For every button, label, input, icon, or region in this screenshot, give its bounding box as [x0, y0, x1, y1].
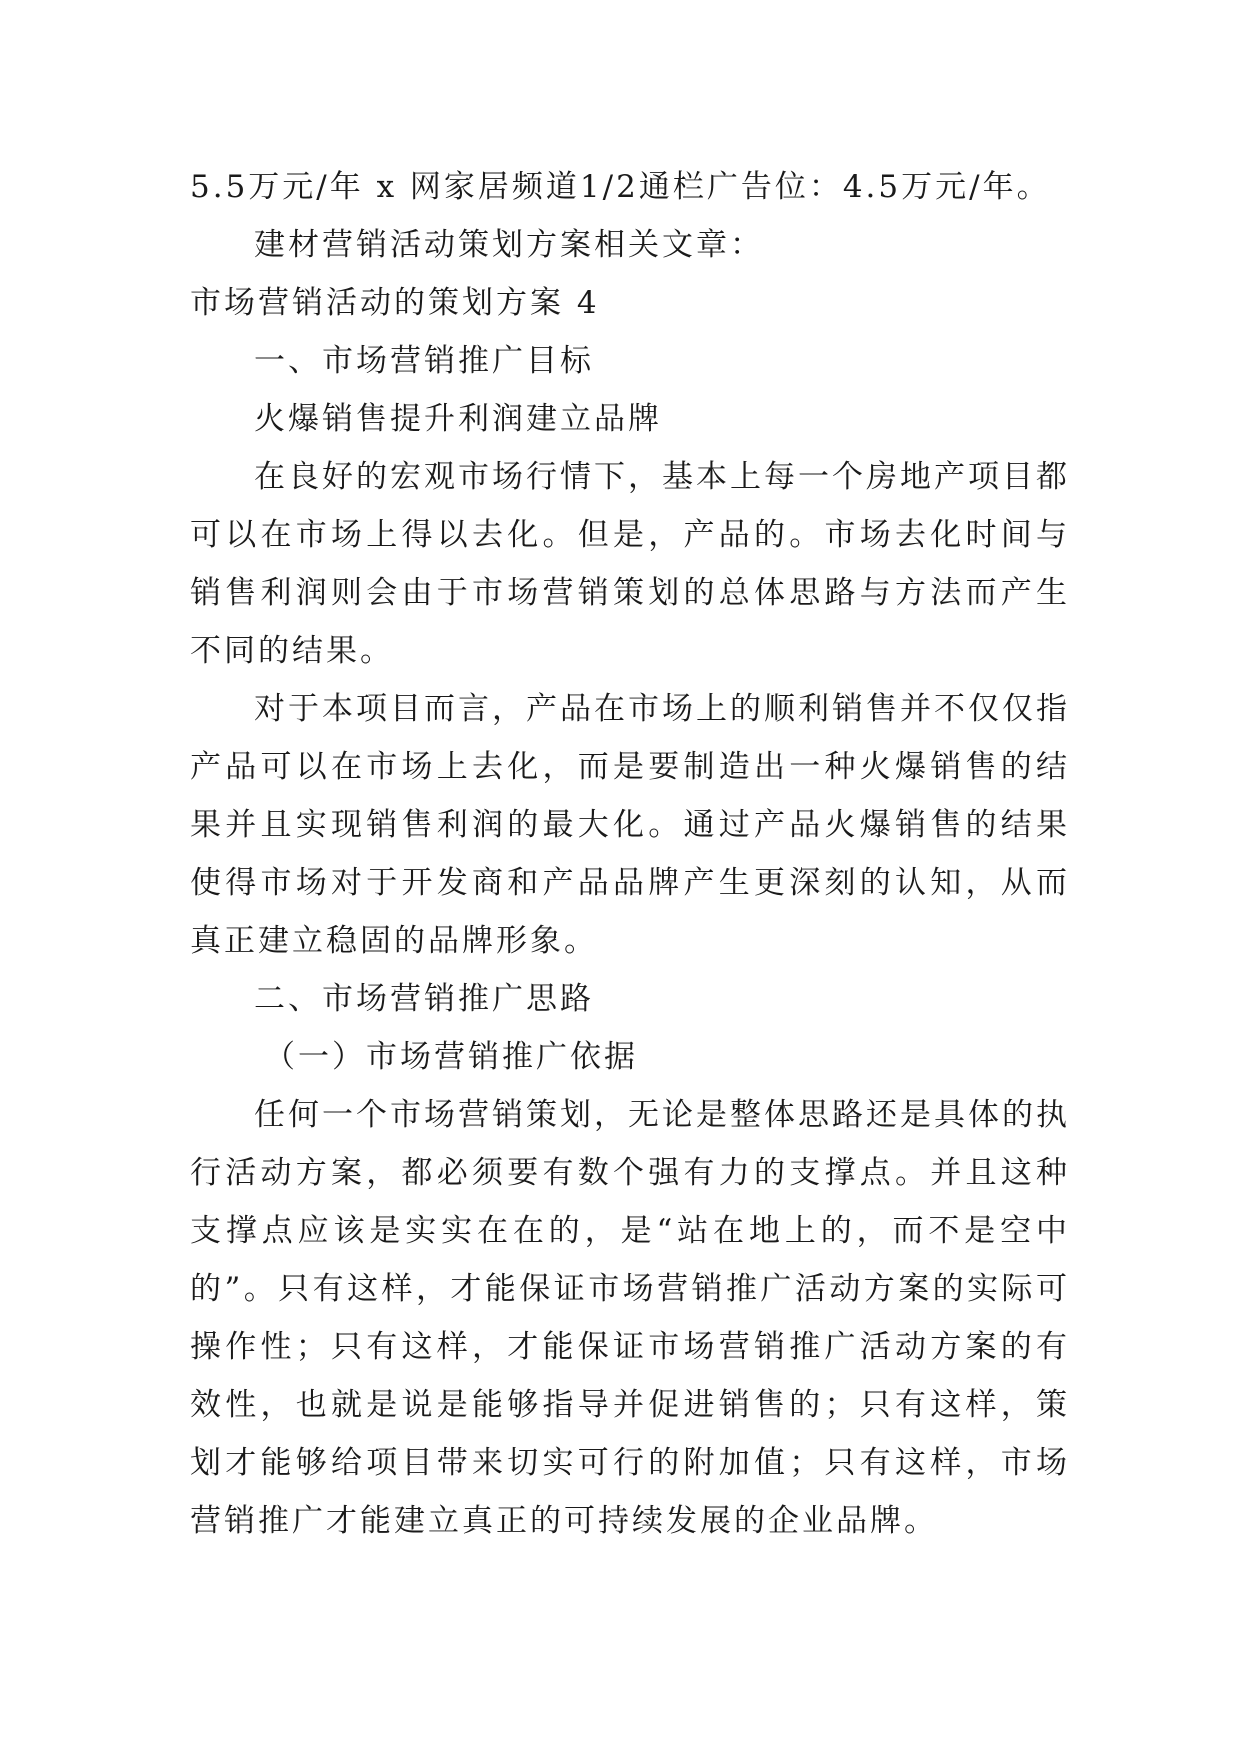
heading-marketing-ideas: 二、市场营销推广思路	[254, 981, 594, 1017]
document-body	[190, 158, 1070, 1550]
subheading-marketing-basis: （一）市场营销推广依据	[264, 1039, 638, 1075]
goal-statement: 火爆销售提升利润建立品牌	[254, 401, 662, 437]
ad-fee-line: 5.5万元/年 x 网家居频道1/2通栏广告位：4.5万元/年。	[190, 169, 1051, 205]
paragraph-project-sales: 对于本项目而言，产品在市场上的顺利销售并不仅仅指产品可以在市场上去化，而是要制造出一种火爆销售的结果并且实现销售利润的最大化。通过产品火爆销售的结果使得市场对于开发商和产品品牌产生更深刻的认知，从而真正建立稳固的品牌形象。	[190, 691, 1070, 959]
paragraph-support-points: 任何一个市场营销策划，无论是整体思路还是具体的执行活动方案，都必须要有数个强有力的支撑点。并且这种支撑点应该是实实在在的，是“站在地上的，而不是空中的”。只有这样，才能保证市场营销推广活动方案的实际可操作性；只有这样，才能保证市场营销推广活动方案的有效性，也就是说是能够指导并促进销售的；只有这样，策划才能够给项目带来切实可行的附加值；只有这样，市场营销推广才能建立真正的可持续发展的企业品牌。	[190, 1097, 1070, 1539]
heading-marketing-goals: 一、市场营销推广目标	[254, 343, 594, 379]
related-articles-heading: 建材营销活动策划方案相关文章：	[254, 227, 764, 263]
paragraph-market-conditions: 在良好的宏观市场行情下，基本上每一个房地产项目都可以在市场上得以去化。但是，产品的。市场去化时间与销售利润则会由于市场营销策划的总体思路与方法而产生不同的结果。	[190, 459, 1070, 669]
section-title: 市场营销活动的策划方案 4	[190, 285, 600, 321]
